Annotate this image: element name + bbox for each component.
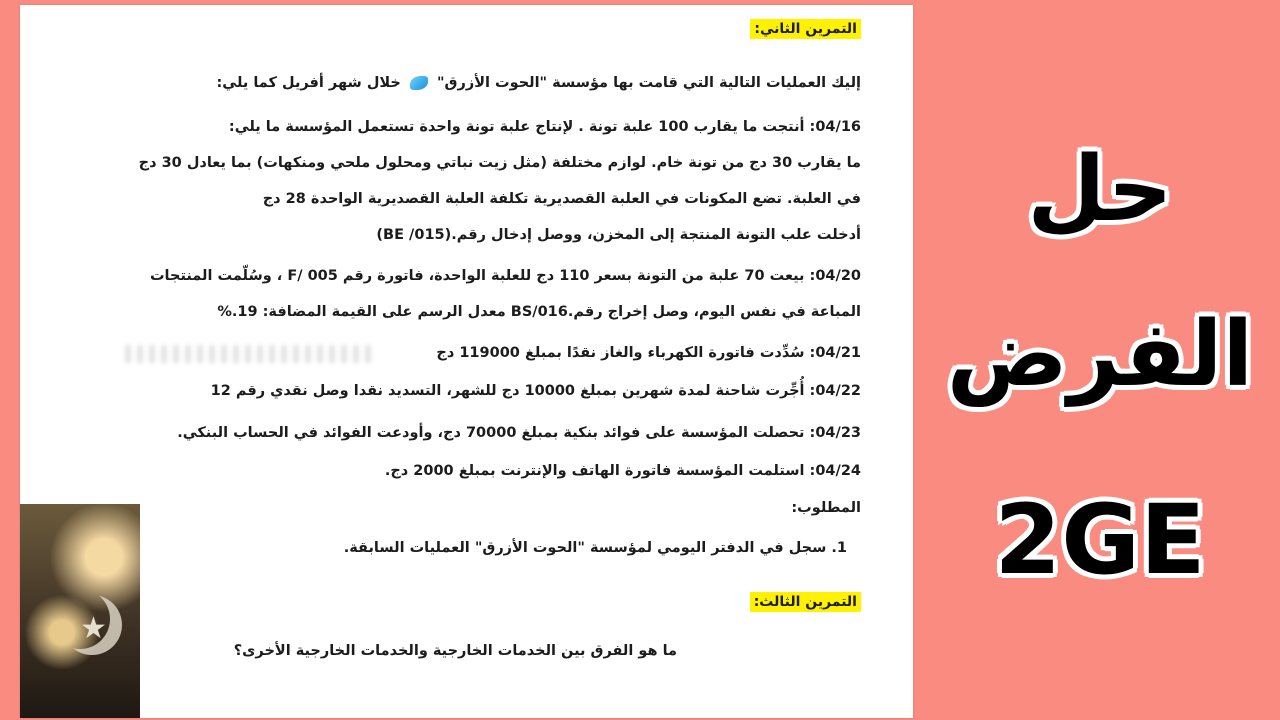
task-item: 1. سجل في الدفتر اليومي لمؤسسة "الحوت الأزرق" العمليات السابقة. [343,540,847,556]
overlay-title-line2: الفرض [946,302,1254,407]
intro-line: إليك العمليات التالية التي قامت بها مؤسسة "الحوت الأزرق" خلال شهر أفريل كما يلي: [216,75,861,91]
document-page [20,5,913,718]
list-item: 04/21: سُدِّدت فاتورة الكهرباء والغاز نقدًا بمبلغ 119000 دج [436,345,861,361]
blurred-text [125,345,375,363]
exercise2-heading: التمرين الثاني: [750,21,861,37]
fish-icon [410,76,428,90]
overlay-title-line1: حل [1027,137,1173,242]
list-item: المباعة في نفس اليوم، وصل إخراج رقم.BS/016 معدل الرسم على القيمة المضافة: 19.% [217,304,861,320]
list-item: في العلبة. تضع المكونات في العلبة القصديرية تكلفة العلبة القصديرية الواحدة 28 دج [262,191,861,207]
required-label: المطلوب: [791,500,861,516]
list-item: 04/22: أُجِّرت شاحنة لمدة شهرين بمبلغ 10000 دج للشهر، التسديد نقدا وصل نقدي رقم 12 [210,383,861,399]
star-icon: ★ [80,611,107,646]
list-item: 04/20: بيعت 70 علبة من التونة بسعر 110 دج للعلبة الواحدة، فاتورة رقم F/ 005 ، وسُلّمت المنتجات [149,268,861,284]
question-text: ما هو الفرق بين الخدمات الخارجية والخدمات الخارجية الأخرى؟ [233,643,677,659]
overlay-title-line3: 2GE [994,484,1206,596]
list-item: 04/24: استلمت المؤسسة فاتورة الهاتف والإنترنت بمبلغ 2000 دج. [384,463,861,479]
list-item: 04/23: تحصلت المؤسسة على فوائد بنكية بمبلغ 70000 دج، وأودعت الفوائد في الحساب البنكي. [177,425,861,441]
exercise3-heading: التمرين الثالث: [750,594,861,610]
list-item: 04/16: أنتجت ما يقارب 100 علبة تونة . لإنتاج علبة تونة واحدة تستعمل المؤسسة ما يلي: [228,119,861,135]
lantern-photo [20,504,140,718]
list-item: أدخلت علب التونة المنتجة إلى المخزن، ووصل إدخال رقم.(015/ BE) [376,227,861,243]
list-item: ما يقارب 30 دج من تونة خام. لوازم مختلفة (مثل زيت نباتي ومحلول ملحي ومنكهات) بما يعادل 30 دج [138,155,861,171]
